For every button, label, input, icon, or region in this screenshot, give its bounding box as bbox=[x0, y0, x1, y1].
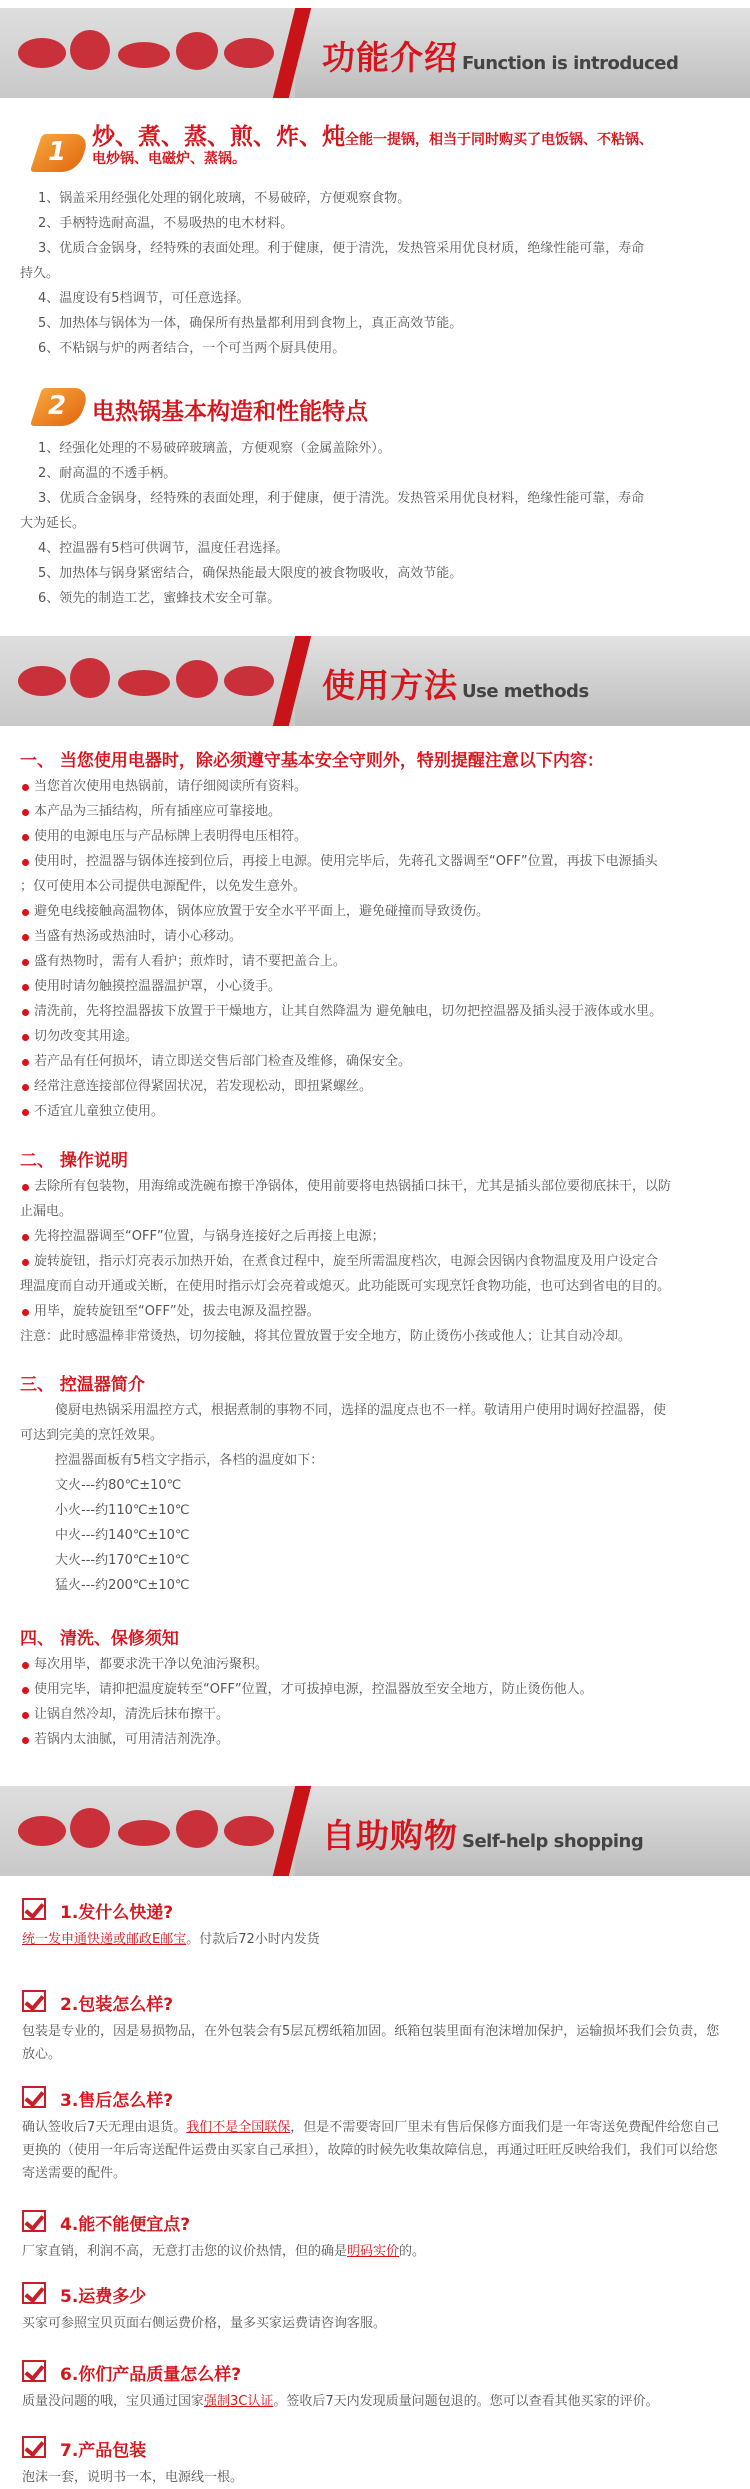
usage-item: 清洗前，先将控温器拔下放置于干燥地方，让其自然降温为 避免触电，切勿把控温器及插头浸于液体或水里。 bbox=[20, 999, 725, 1024]
highlight-link[interactable]: 强制3C认证 bbox=[204, 2394, 274, 2409]
feature-heading-1-line2: 电炒锅、电磁炉、蒸锅。 bbox=[92, 151, 246, 167]
feature-item: 5、加热体与锅体为一体，确保所有热量都利用到食物上，真正高效节能。 bbox=[38, 316, 463, 331]
banner-decoration bbox=[0, 636, 295, 726]
banner-title: 功能介绍 bbox=[322, 38, 458, 77]
usage-item: 先将控温器调至“OFF”位置，与锅身连接好之后再接上电源； bbox=[20, 1224, 725, 1249]
usage-item: 当盛有热汤或热油时，请小心移动。 bbox=[20, 924, 725, 949]
faq-answer bbox=[22, 2116, 728, 2185]
usage-item: 使用时请勿触摸控温器温护罩，小心烫手。 bbox=[20, 974, 725, 999]
feature-item: 1、经强化处理的不易破碎玻璃盖，方便观察（金属盖除外）。 bbox=[38, 441, 391, 456]
controller-line: 控温器面板有5档文字指示，各档的温度如下： bbox=[55, 1453, 324, 1468]
feature-item: 大为延长。 bbox=[20, 516, 86, 531]
faq-question: 2.包装怎么样? bbox=[60, 1995, 174, 2015]
answer-text: 。签收后7天内发现质量问题包退的。您可以查看其他买家的评价。 bbox=[273, 2394, 659, 2409]
feature-item: 2、耐高温的不透手柄。 bbox=[38, 466, 177, 481]
checkbox-icon bbox=[22, 2086, 46, 2108]
usage-item: 止漏电。 bbox=[20, 1204, 73, 1219]
answer-text: 泡沫一套，说明书一本，电源线一根。 bbox=[22, 2470, 244, 2485]
answer-text: 包装是专业的，因是易损物品，在外包装会有5层瓦楞纸箱加固。纸箱包装里面有泡沫增加保护，运输损坏我们会负责，您放心。 bbox=[22, 2024, 720, 2062]
feature-heading-2: 电热锅基本构造和性能特点 bbox=[92, 399, 368, 425]
checkbox-icon bbox=[22, 2210, 46, 2232]
banner-function bbox=[0, 8, 750, 98]
usage-heading-1: 一、 当您使用电器时，除必须遵守基本安全守则外，特别提醒注意以下内容： bbox=[20, 751, 604, 771]
banner-usage bbox=[0, 636, 750, 726]
faq-question: 1.发什么快递? bbox=[60, 1903, 174, 1923]
number-badge-2: 2 bbox=[36, 388, 86, 426]
usage-heading-2: 二、 操作说明 bbox=[20, 1151, 128, 1171]
feature-heading-1: 炒、煮、蒸、煎、炸、炖全能一提锅，相当于同时购买了电饭锅、不粘锅、 bbox=[92, 124, 653, 150]
answer-text: 买家可参照宝贝页面右侧运费价格，量多买家运费请咨询客服。 bbox=[22, 2316, 387, 2331]
usage-item: 旋转旋钮，指示灯亮表示加热开始，在煮食过程中，旋至所需温度档次，电源会因锅内食物温度及用户设定合 bbox=[20, 1249, 725, 1274]
usage-item: ；仅可使用本公司提供电源配件，以免发生意外。 bbox=[20, 879, 307, 894]
feature-item: 6、不粘锅与炉的两者结合，一个可当两个厨具使用。 bbox=[38, 341, 346, 356]
banner-shopping bbox=[0, 1786, 750, 1876]
usage-item: 经常注意连接部位得紧固状况，若发现松动，即扭紧螺丝。 bbox=[20, 1074, 725, 1099]
answer-text: 。付款后72小时内发货 bbox=[186, 1932, 320, 1947]
checkbox-icon bbox=[22, 1898, 46, 1920]
controller-line: 猛火---约200℃±10℃ bbox=[55, 1578, 190, 1593]
feature-item: 1、锅盖采用经强化处理的钢化玻璃，不易破碎，方便观察食物。 bbox=[38, 191, 411, 206]
faq-answer bbox=[22, 2240, 728, 2263]
banner-subtitle: Use methods bbox=[462, 681, 589, 702]
faq-question: 3.售后怎么样? bbox=[60, 2091, 174, 2111]
banner-subtitle: Self-help shopping bbox=[462, 1831, 644, 1852]
banner-title: 使用方法 bbox=[322, 666, 458, 705]
answer-text: 的。 bbox=[399, 2244, 426, 2259]
usage-item: 理温度而自动开通或关断，在使用时指示灯会亮着或熄灭。此功能既可实现烹饪食物功能，也可达到省电的目的。 bbox=[20, 1279, 671, 1294]
usage-item: 避免电线接触高温物体，锅体应放置于安全水平平面上，避免碰撞而导致烫伤。 bbox=[20, 899, 725, 924]
feature-item: 5、加热体与锅身紧密结合，确保热能最大限度的被食物吸收，高效节能。 bbox=[38, 566, 463, 581]
controller-line: 大火---约170℃±10℃ bbox=[55, 1553, 190, 1568]
usage-item: 若锅内太油腻，可用清洁剂洗净。 bbox=[20, 1727, 725, 1752]
faq-answer bbox=[22, 2466, 728, 2489]
checkbox-icon bbox=[22, 2436, 46, 2458]
banner-title: 自助购物 bbox=[322, 1816, 458, 1855]
usage-list-3 bbox=[20, 1398, 725, 1598]
usage-item: 不适宜儿童独立使用。 bbox=[20, 1099, 725, 1124]
usage-list-1 bbox=[20, 774, 725, 1124]
controller-line: 中火---约140℃±10℃ bbox=[55, 1528, 190, 1543]
feature-list-1 bbox=[20, 186, 720, 361]
answer-text: ，但是不需要寄回厂里未有售后保修方面我们是一年寄送免费配件给您自己更换的（使用一年后寄送配件运费由买家自己承担），故障的时候先收集故障信息，再通过旺旺反映给我们，我们可以给您寄送需要的配件。 bbox=[22, 2120, 720, 2181]
usage-item: 盛有热物时，需有人看护；煎炸时，请不要把盖合上。 bbox=[20, 949, 725, 974]
faq-question: 6.你们产品质量怎么样? bbox=[60, 2365, 242, 2385]
answer-text: 厂家直销，利润不高，无意打击您的议价热情，但的确是 bbox=[22, 2244, 348, 2259]
usage-item: 使用的电源电压与产品标牌上表明得电压相符。 bbox=[20, 824, 725, 849]
feature-item: 3、优质合金锅身，经特殊的表面处理，利于健康，便于清洗。发热管采用优良材料，绝缘性能可靠，寿命 bbox=[38, 491, 645, 506]
banner-decoration bbox=[0, 1786, 295, 1876]
faq-question: 4.能不能便宜点? bbox=[60, 2215, 191, 2235]
faq-answer bbox=[22, 2020, 728, 2066]
usage-item: 注意：此时感温棒非常烫热，切勿接触，将其位置放置于安全地方，防止烫伤小孩或他人；让其自动冷却。 bbox=[20, 1329, 632, 1344]
usage-item: 切勿改变其用途。 bbox=[20, 1024, 725, 1049]
faq-question: 5.运费多少 bbox=[60, 2287, 147, 2307]
feature-list-2 bbox=[20, 436, 720, 611]
usage-item: 若产品有任何损坏，请立即送交售后部门检查及维修，确保安全。 bbox=[20, 1049, 725, 1074]
number-badge-1: 1 bbox=[36, 134, 86, 172]
highlight-link[interactable]: 统一发申通快递或邮政E邮宝 bbox=[22, 1932, 187, 1947]
controller-line: 文火---约80℃±10℃ bbox=[55, 1478, 182, 1493]
faq-answer bbox=[22, 2312, 728, 2335]
feature-item: 持久。 bbox=[20, 266, 60, 281]
usage-item: 本产品为三插结构，所有插座应可靠接地。 bbox=[20, 799, 725, 824]
usage-heading-4: 四、 清洗、保修须知 bbox=[20, 1629, 179, 1649]
feature-item: 6、领先的制造工艺，蜜蜂技术安全可靠。 bbox=[38, 591, 281, 606]
banner-decoration bbox=[0, 8, 295, 98]
checkbox-icon bbox=[22, 1990, 46, 2012]
highlight-link[interactable]: 我们不是全国联保 bbox=[186, 2120, 291, 2135]
usage-list-2 bbox=[20, 1174, 725, 1349]
usage-list-4 bbox=[20, 1652, 725, 1752]
checkbox-icon bbox=[22, 2360, 46, 2382]
controller-line: 傻厨电热锅采用温控方式，根据煮制的事物不同，选择的温度点也不一样。敬请用户使用时调好控温器，使 bbox=[55, 1403, 667, 1418]
answer-text: 确认签收后7天无理由退货。 bbox=[22, 2120, 187, 2135]
faq-answer bbox=[22, 2390, 728, 2413]
usage-item: 让锅自然冷却，清洗后抹布擦干。 bbox=[20, 1702, 725, 1727]
usage-item: 去除所有包装物，用海绵或洗碗布擦干净锅体，使用前要将电热锅插口抹干，尤其是插头部位要彻底抹干，以防 bbox=[20, 1174, 725, 1199]
usage-item: 用毕，旋转旋钮至“OFF”处，拔去电源及温控器。 bbox=[20, 1299, 725, 1324]
faq-answer bbox=[22, 1928, 728, 1951]
answer-text: 质量没问题的哦，宝贝通过国家 bbox=[22, 2394, 205, 2409]
feature-item: 4、控温器有5档可供调节，温度任君选择。 bbox=[38, 541, 289, 556]
controller-line: 小火---约110℃±10℃ bbox=[55, 1503, 190, 1518]
usage-heading-3: 三、 控温器简介 bbox=[20, 1375, 145, 1395]
faq-question: 7.产品包装 bbox=[60, 2441, 147, 2461]
usage-item: 使用完毕，请抑把温度旋转至“OFF”位置，才可拔掉电源，控温器放至安全地方，防止烫伤他人。 bbox=[20, 1677, 725, 1702]
feature-item: 4、温度设有5档调节，可任意选择。 bbox=[38, 291, 250, 306]
usage-item: 每次用毕，都要求洗干净以免油污聚积。 bbox=[20, 1652, 725, 1677]
feature-item: 3、优质合金锅身，经特殊的表面处理。利于健康，便于清洗，发热管采用优良材质，绝缘性能可靠，寿命 bbox=[38, 241, 645, 256]
usage-item: 当您首次使用电热锅前，请仔细阅读所有资料。 bbox=[20, 774, 725, 799]
usage-item: 使用时，控温器与锅体连接到位后，再接上电源。使用完毕后，先蒋孔文器调至“OFF”位置，再拔下电源插头 bbox=[20, 849, 725, 874]
feature-item: 2、手柄特选耐高温，不易吸热的电木材料。 bbox=[38, 216, 294, 231]
controller-line: 可达到完美的烹饪效果。 bbox=[20, 1428, 164, 1443]
checkbox-icon bbox=[22, 2282, 46, 2304]
banner-subtitle: Function is introduced bbox=[462, 53, 679, 74]
highlight-link[interactable]: 明码实价 bbox=[347, 2244, 400, 2259]
